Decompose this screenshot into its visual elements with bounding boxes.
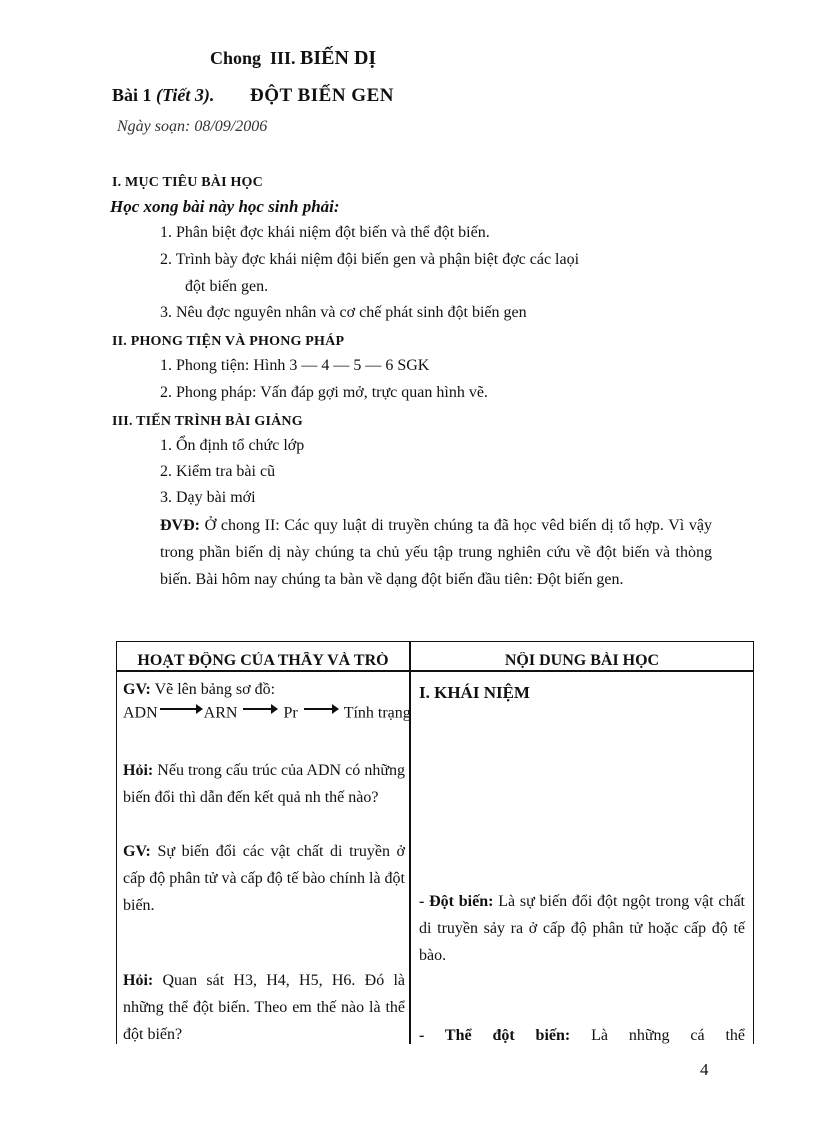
lesson-title: ĐỘT BIẾN GEN (250, 85, 394, 106)
list-item-continuation: đột biến gen. (185, 278, 269, 295)
question-2: Hỏi: Quan sát H3, H4, H5, H6. Đó là những thể đột biến. Theo em thế nào là thể đột biến? (123, 972, 405, 1043)
date-line: Ngày soạn: 08/09/2006 (117, 118, 268, 135)
column-divider (409, 642, 411, 1044)
list-item: 1. Phân biệt đợc khái niệm đột biến và thể đột biến. (160, 224, 490, 241)
list-item: 2. Phong pháp: Vấn đáp gợi mở, trực quan hình vẽ. (160, 384, 488, 401)
chapter-heading: Chong III. BIẾN DỊ (210, 47, 377, 69)
teacher-explanation: GV: Sự biến đổi các vật chất di truyền ở cấp độ phân tử và cấp độ tế bào chính là đột biến. (123, 843, 405, 914)
section-2-heading: II. PHONG TIỆN VÀ PHONG PHÁP (112, 334, 345, 349)
arrow-right-icon (304, 708, 338, 710)
section-1-heading: I. MỤC TIÊU BÀI HỌC (112, 175, 263, 190)
page-number: 4 (700, 1060, 709, 1079)
list-item: 2. Kiểm tra bài cũ (160, 463, 276, 480)
content-heading: I. KHÁI NIỆM (419, 683, 530, 702)
flow-node: ARN (203, 704, 238, 722)
section-3-heading: III. TIẾN TRÌNH BÀI GIẢNG (112, 414, 303, 429)
column-header-content: NỘI DUNG BÀI HỌC (504, 652, 660, 669)
list-item: 1. Ổn định tổ chức lớp (160, 437, 305, 454)
flow-node: Tính trạng (343, 704, 411, 722)
question-1: Hỏi: Nếu trong cấu trúc của ADN có những biến đổi thì dẫn đến kết quả nh thế nào? (123, 762, 405, 806)
column-header-activities: HOẠT ĐỘNG CỦA THẦY VÀ TRÒ (137, 652, 389, 669)
arrow-right-icon (160, 708, 202, 710)
list-item: 3. Nêu đợc nguyên nhân và cơ chế phát sinh đột biến gen (160, 304, 527, 321)
lesson-table (116, 641, 754, 1044)
list-item: 1. Phong tiện: Hình 3 — 4 — 5 — 6 SGK (160, 357, 430, 374)
teacher-note: GV: Vẽ lên bảng sơ đồ: (123, 681, 276, 698)
definition-mutation: - Đột biến: Là sự biến đổi đột ngột trong vật chất di truyền sảy ra ở cấp độ phân tử hoặc cấp độ tế bào. (419, 893, 746, 964)
flow-diagram (123, 704, 411, 722)
flow-node: ADN (123, 704, 158, 722)
section-1-subheading: Học xong bài này học sinh phải: (110, 197, 340, 216)
list-item: 3. Dạy bài mới (160, 489, 256, 506)
definition-mutant: - Thể đột biến: Là những cá thể (419, 1027, 746, 1044)
lesson-label: Bài 1 (Tiết 3). (112, 85, 215, 105)
arrow-right-icon (243, 708, 277, 710)
header-divider (117, 670, 753, 672)
list-item: 2. Trình bày đợc khái niệm đội biến gen và phận biệt đợc các laọi (160, 251, 580, 268)
flow-node: Pr (283, 704, 298, 722)
intro-paragraph: ĐVĐ: Ở chong II: Các quy luật di truyền chúng ta đã học vêd biến dị tổ hợp. Vì vậy trong phần biến dị này chúng ta chủ yếu tập trung nghiên cứu về đột biến và thòng biến. Bài hôm nay chúng ta bàn về dạng đột biến đầu tiên: Đột biến gen. (160, 517, 712, 588)
